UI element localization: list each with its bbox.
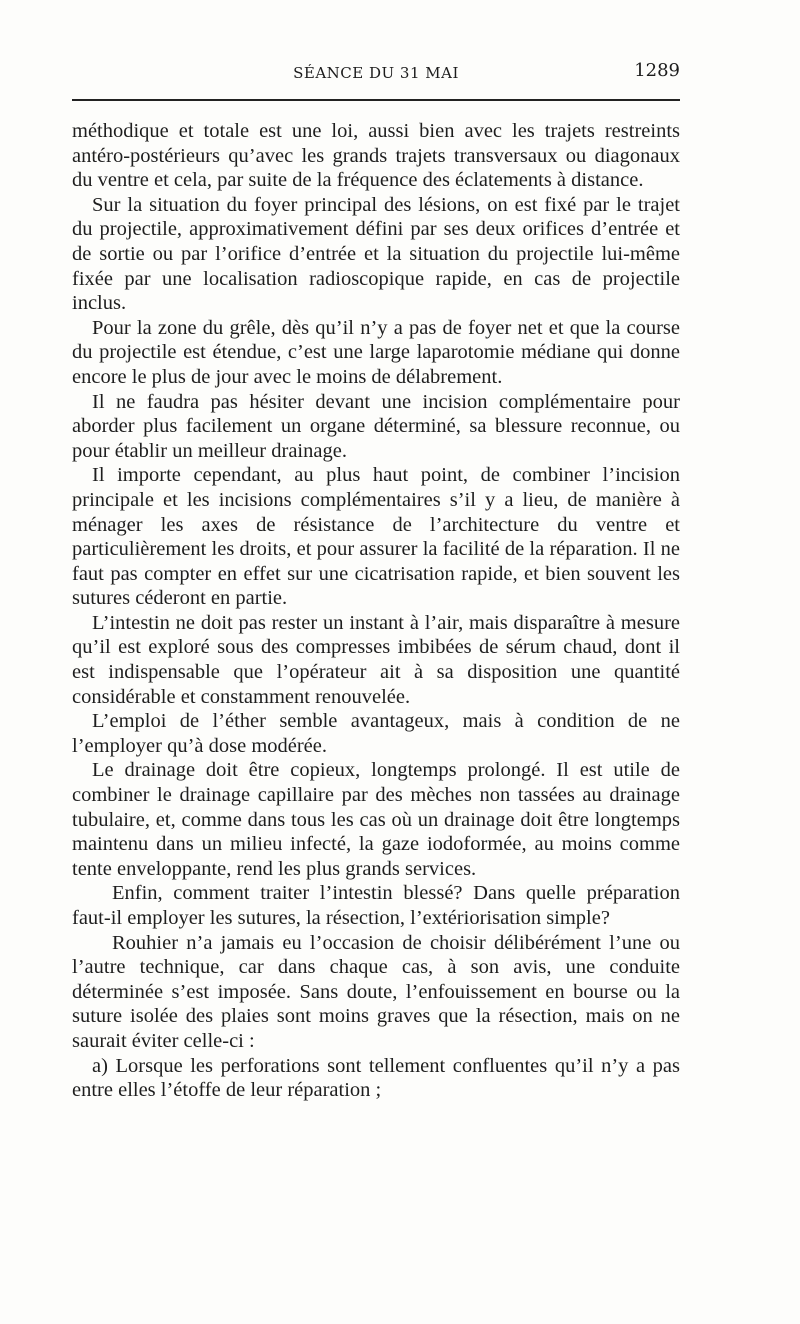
header-rule xyxy=(72,99,680,101)
page-header xyxy=(72,58,680,90)
paragraph: Sur la situation du foyer principal des lésions, on est fixé par le trajet du projectile, approximativement défini par ses deux orifices d’entrée et de sortie ou par l’orifice d’entrée et la situation du projectile lui-même fixée par une localisation radioscopique rapide, en cas de projectile inclus. xyxy=(72,193,680,315)
paragraph: L’intestin ne doit pas rester un instant à l’air, mais disparaître à mesure qu’il est exploré sous des compresses imbibées de sérum chaud, dont il est indispensable que l’opérateur ait à sa disposition une quantité considérable et constamment renouvelée. xyxy=(72,611,680,708)
paragraph: Le drainage doit être copieux, longtemps prolongé. Il est utile de combiner le drainage capillaire par des mèches non tassées au drainage tubulaire, et, comme dans tous les cas où un drainage doit être longtemps maintenu dans un milieu infecté, la gaze iodoformée, au moins comme tente enveloppante, rend les plus grands services. xyxy=(72,759,680,880)
paragraph: Il ne faudra pas hésiter devant une incision complémentaire pour aborder plus facilement un organe déterminé, sa blessure reconnue, ou pour établir un meilleur drainage. xyxy=(72,390,680,462)
body-text xyxy=(72,119,680,1103)
paragraph: Rouhier n’a jamais eu l’occasion de choisir délibérément l’une ou l’autre technique, car dans chaque cas, à son avis, une conduite déterminée s’est imposée. Sans doute, l’enfouissement en bourse ou la suture isolée des plaies sont moins graves que la résection, mais on ne saurait éviter celle-ci : xyxy=(72,931,680,1052)
paragraph: méthodique et totale est une loi, aussi bien avec les trajets restreints antéro-postérieurs qu’avec les grands trajets transversaux ou diagonaux du ventre et cela, par suite de la fréquence des éclatements à distance. xyxy=(72,120,680,192)
paragraph: Il importe cependant, au plus haut point, de combiner l’incision principale et les incisions complémentaires s’il y a lieu, de manière à ménager les axes de résistance de l’architecture du ventre et particulièrement les droits, et pour assurer la facilité de la réparation. Il ne faut pas compter en effet sur une cicatrisation rapide, et bien souvent les sutures céderont en partie. xyxy=(72,464,680,610)
paragraph: L’emploi de l’éther semble avantageux, mais à condition de ne l’employer qu’à dose modérée. xyxy=(72,710,680,757)
paragraph: a) Lorsque les perforations sont tellement confluentes qu’il n’y a pas entre elles l’étoffe de leur réparation ; xyxy=(72,1054,680,1102)
running-head: SÉANCE DU 31 MAI xyxy=(293,64,459,82)
paragraph: Pour la zone du grêle, dès qu’il n’y a pas de foyer net et que la course du projectile est étendue, c’est une large laparotomie médiane qui donne encore le plus de jour avec le moins de délabrement. xyxy=(72,316,680,388)
page-number: 1289 xyxy=(634,60,680,81)
paragraph: Enfin, comment traiter l’intestin blessé? Dans quelle préparation faut-il employer les sutures, la résection, l’extériorisation simple? xyxy=(72,882,680,929)
